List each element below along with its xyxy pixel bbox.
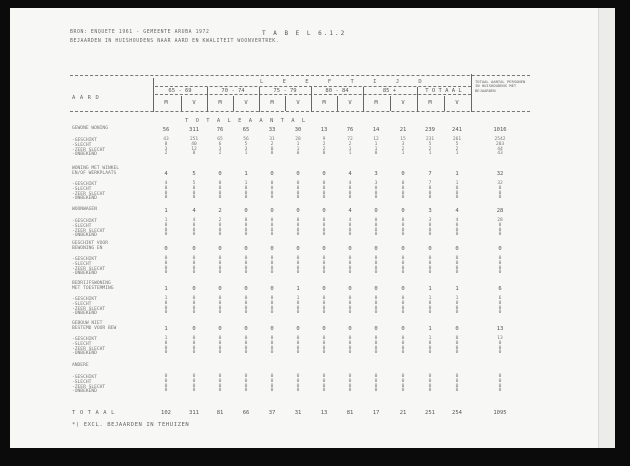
table-cell: 241: [452, 127, 462, 133]
document-page: [10, 8, 614, 448]
table-cell: 0: [348, 286, 352, 292]
table-cell: 0: [455, 246, 459, 252]
sex-header: M: [164, 100, 168, 106]
table-cell: 5: [192, 171, 196, 177]
table-cell: 0: [401, 326, 405, 332]
sub-table-cell: 0 0 0 0: [428, 374, 432, 394]
table-cell: 0: [498, 246, 502, 252]
sub-table-cell: 0 0 0 0: [322, 181, 326, 201]
sub-table-cell: 0 0 0 0: [428, 256, 432, 276]
sub-table-cell: 0 0 0 0: [296, 218, 300, 238]
table-cell: 7: [428, 171, 432, 177]
sub-table-cell: 4 0 0 0: [455, 218, 459, 238]
table-cell: 0: [270, 171, 274, 177]
sub-table-cell: 0 0 0 0: [348, 336, 352, 356]
total-label: T O T A A L: [72, 410, 116, 416]
table-cell: 56: [162, 127, 170, 133]
total-cell: 66: [242, 410, 250, 416]
sex-header: V: [455, 100, 459, 106]
sub-table-cell: 1 0 0 0: [164, 336, 168, 356]
sub-table-cell: 0 0 0 0: [322, 374, 326, 394]
table-cell: 0: [322, 286, 326, 292]
table-cell: 0: [322, 208, 326, 214]
row-label: WONING MET WINKEL EN/OF WERKPLAATS: [72, 166, 120, 176]
table-cell: 0: [401, 171, 405, 177]
sub-table-cell: 0 0 0 0: [164, 374, 168, 394]
total-cell: 17: [372, 410, 380, 416]
table-cell: 1: [455, 171, 459, 177]
sub-table-cell: 0 0 0 0: [270, 218, 274, 238]
sub-row-labels: -GESCHIKT -SLECHT -ZEER SLECHT -ONBEKEND: [72, 375, 106, 395]
table-cell: 3: [374, 171, 378, 177]
sex-header: M: [322, 100, 326, 106]
table-cell: 0: [192, 246, 196, 252]
sub-table-cell: 0 0 0 0: [218, 336, 222, 356]
sub-table-cell: 0 0 0 0: [322, 218, 326, 238]
sub-table-cell: 32 0 0 0: [497, 181, 503, 201]
sub-table-cell: 1 0 0 0: [428, 336, 432, 356]
total-cell: 21: [399, 410, 407, 416]
table-cell: 0: [322, 246, 326, 252]
table-cell: 0: [374, 326, 378, 332]
sub-table-cell: 0 0 0 0: [244, 218, 248, 238]
sex-header: V: [192, 100, 196, 106]
sub-table-cell: 0 0 0 0: [401, 296, 405, 316]
table-cell: 13: [320, 127, 328, 133]
table-subtitle: BEJAARDEN IN HUISHOUDENS NAAR AARD EN KWALITEIT WOONVERTREK.: [70, 39, 280, 44]
sub-row-labels: -GESCHIKT -SLECHT -ZEER SLECHT -ONBEKEND: [72, 337, 106, 357]
total-cell: 13: [320, 410, 328, 416]
table-cell: 0: [270, 286, 274, 292]
sub-row-labels: -GESCHIKT -SLECHT -ZEER SLECHT -ONBEKEND: [72, 219, 106, 239]
sub-table-cell: 4 0 0 0: [348, 181, 352, 201]
sub-table-cell: 0 0 0 0: [401, 181, 405, 201]
table-cell: 0: [374, 246, 378, 252]
sub-table-cell: 6 0 0 0: [498, 296, 502, 316]
sub-table-cell: 0 0 0 0: [322, 296, 326, 316]
table-cell: 0: [270, 326, 274, 332]
sex-header: M: [218, 100, 222, 106]
sub-table-cell: 0 0 0 0: [455, 374, 459, 394]
sub-table-cell: 1 0 0 0: [296, 296, 300, 316]
total-cell: 1095: [493, 410, 507, 416]
sub-table-cell: 15 3 2 1: [400, 137, 406, 157]
rule: [233, 96, 234, 111]
sub-table-cell: 0 0 0 0: [322, 336, 326, 356]
table-cell: 1: [296, 286, 300, 292]
sub-table-cell: 0 0 0 0: [374, 256, 378, 276]
table-cell: 0: [270, 246, 274, 252]
table-cell: 0: [428, 246, 432, 252]
sub-table-cell: 0 0 0 0: [296, 336, 300, 356]
sub-table-cell: 0 0 0 0: [218, 374, 222, 394]
table-cell: 0: [296, 246, 300, 252]
sub-table-cell: 0 0 0 0: [374, 296, 378, 316]
table-cell: 76: [346, 127, 354, 133]
sub-table-cell: 4 0 0 0: [164, 181, 168, 201]
total-cell: 254: [452, 410, 462, 416]
source-line: BRON: ENQUETE 1961 - GEMEENTE ARUBA 1972: [70, 30, 210, 35]
sub-table-cell: 1 0 0 0: [164, 218, 168, 238]
total-cell: 311: [189, 410, 199, 416]
sex-header: V: [244, 100, 248, 106]
sub-table-cell: 0 0 0 0: [498, 374, 502, 394]
table-cell: 0: [296, 208, 300, 214]
table-cell: 0: [244, 208, 248, 214]
table-cell: 4: [348, 171, 352, 177]
age-group-header: 65 - 69: [168, 88, 192, 94]
footnote: *) EXCL. BEJAARDEN IN TEHUIZEN: [72, 422, 190, 428]
sub-table-cell: 3 0 0 0: [428, 218, 432, 238]
table-cell: 0: [401, 286, 405, 292]
sub-table-cell: 5 0 0 0: [192, 181, 196, 201]
sub-table-cell: 56 5 3 1: [243, 137, 249, 157]
table-cell: 0: [296, 326, 300, 332]
table-cell: 33: [268, 127, 276, 133]
row-label: GEBOUW NIET BESTEMD VOOR BEW: [72, 321, 117, 331]
sub-table-cell: 31 2 0 0: [269, 137, 275, 157]
total-cell: 251: [425, 410, 435, 416]
table-cell: 21: [399, 127, 407, 133]
table-cell: 0: [270, 208, 274, 214]
sub-table-cell: 0 0 0 0: [498, 256, 502, 276]
table-cell: 6: [498, 286, 502, 292]
rule: [153, 78, 154, 112]
sub-table-cell: 65 6 3 2: [217, 137, 223, 157]
sub-table-cell: 0 0 0 0: [374, 218, 378, 238]
table-cell: 1: [244, 171, 248, 177]
table-cell: 0: [401, 208, 405, 214]
sub-table-cell: 0 0 0 0: [192, 296, 196, 316]
sub-table-cell: 1 0 0 0: [428, 296, 432, 316]
table-cell: 0: [401, 246, 405, 252]
table-cell: 0: [244, 286, 248, 292]
rule: [471, 74, 472, 112]
table-cell: 30: [294, 127, 302, 133]
sub-row-labels: -GESCHIKT -SLECHT -ZEER SLECHT -ONBEKEND: [72, 257, 106, 277]
table-cell: 4: [348, 208, 352, 214]
sub-table-cell: 1 0 0 0: [164, 296, 168, 316]
sub-table-cell: 1 0 0 0: [455, 296, 459, 316]
sub-table-cell: 0 0 0 0: [244, 296, 248, 316]
table-cell: 1016: [493, 127, 507, 133]
rule: [285, 96, 286, 111]
sub-table-cell: 0 0 0 0: [296, 181, 300, 201]
rule: [155, 94, 471, 95]
sub-table-cell: 1 0 0 0: [455, 181, 459, 201]
rule: [444, 96, 445, 111]
table-cell: 65: [242, 127, 250, 133]
row-label: WOONWAGEN: [72, 207, 97, 212]
sub-table-cell: 0 0 0 0: [401, 336, 405, 356]
table-cell: 239: [425, 127, 435, 133]
table-cell: 1: [428, 286, 432, 292]
sub-table-cell: 0 0 0 0: [322, 256, 326, 276]
table-cell: 1: [455, 286, 459, 292]
sub-table-cell: 4 0 0 0: [348, 218, 352, 238]
last-column-header: TOTAAL AANTAL PERSONEN IN HUISHOUDENS MET BEJAARDEN: [475, 79, 526, 93]
sub-table-cell: 0 0 0 0: [374, 336, 378, 356]
sub-table-cell: 0 0 0 0: [244, 256, 248, 276]
rule: [337, 96, 338, 111]
total-cell: 81: [346, 410, 354, 416]
age-group-header: 75 - 79: [273, 88, 297, 94]
sex-header: M: [428, 100, 432, 106]
table-cell: 0: [348, 246, 352, 252]
rule: [181, 96, 182, 111]
sub-table-cell: 0 0 0 0: [401, 256, 405, 276]
row-label: GEWONE WONING: [72, 126, 108, 131]
table-cell: 3: [428, 208, 432, 214]
table-cell: 0: [218, 326, 222, 332]
sub-table-cell: 9 2 2 0: [322, 137, 326, 157]
sub-table-cell: 0 0 0 0: [401, 218, 405, 238]
table-cell: 1: [164, 208, 168, 214]
rule: [70, 111, 530, 112]
sex-header: M: [270, 100, 274, 106]
sub-row-labels: -GESCHIKT -SLECHT -ZEER SLECHT -ONBEKEND: [72, 182, 106, 202]
table-cell: 4: [192, 208, 196, 214]
page-edge: [598, 8, 615, 448]
sub-table-cell: 0 0 0 0: [270, 181, 274, 201]
sub-table-cell: 0 0 0 0: [270, 336, 274, 356]
sub-table-cell: 12 1 1 0: [373, 137, 379, 157]
table-cell: 0: [164, 246, 168, 252]
age-group-header: 80 - 84: [325, 88, 349, 94]
age-group-header: T O T A A L: [425, 88, 462, 94]
table-cell: 1: [164, 326, 168, 332]
sub-table-cell: 7 0 0 0: [428, 181, 432, 201]
sub-table-cell: 43 8 3 2: [163, 137, 169, 157]
row-label: GESCHIKT VOOR BEWONING EN: [72, 241, 108, 251]
sub-table-cell: 0 0 0 0: [348, 296, 352, 316]
sub-table-cell: 72 2 1 1: [347, 137, 353, 157]
age-group-header: 70 - 74: [221, 88, 245, 94]
sex-header: V: [401, 100, 405, 106]
table-cell: 1: [428, 326, 432, 332]
sex-header: V: [296, 100, 300, 106]
table-cell: 4: [164, 171, 168, 177]
table-cell: 0: [192, 326, 196, 332]
sub-table-cell: 2 0 0 0: [218, 218, 222, 238]
rule: [390, 96, 391, 111]
table-cell: 0: [218, 246, 222, 252]
sub-table-cell: 0 0 0 0: [401, 374, 405, 394]
sub-table-cell: 0 0 0 0: [455, 336, 459, 356]
sub-table-cell: 251 40 12 8: [189, 137, 199, 157]
sub-table-cell: 0 0 0 0: [244, 374, 248, 394]
row-label: ANDERE: [72, 363, 89, 368]
table-cell: 0: [218, 286, 222, 292]
sub-table-cell: 0 0 0 0: [244, 336, 248, 356]
age-group-header: 85 +: [382, 88, 397, 94]
sub-row-labels: -GESCHIKT -SLECHT -ZEER SLECHT -ONBEKEND: [72, 138, 106, 158]
table-cell: 14: [372, 127, 380, 133]
sub-table-cell: 261 5 2 1: [452, 137, 462, 157]
rule: [155, 86, 471, 87]
sub-table-cell: 0 0 0 0: [164, 256, 168, 276]
sub-table-cell: 0 0 0 0: [218, 256, 222, 276]
group-label: L E E F T I J D: [260, 79, 430, 85]
sub-row-labels: -GESCHIKT -SLECHT -ZEER SLECHT -ONBEKEND: [72, 297, 106, 317]
sub-table-cell: 0 0 0 0: [348, 256, 352, 276]
total-cell: 37: [268, 410, 276, 416]
sex-header: M: [374, 100, 378, 106]
sub-table-cell: 0 0 0 0: [218, 181, 222, 201]
sub-table-cell: 3 0 0 0: [374, 181, 378, 201]
table-cell: 0: [455, 326, 459, 332]
sub-table-cell: 0 0 0 0: [270, 296, 274, 316]
sub-table-cell: 0 0 0 0: [218, 296, 222, 316]
sub-table-cell: 2542 203 44 43: [494, 137, 506, 157]
sub-table-cell: 4 0 0 0: [192, 218, 196, 238]
sub-table-cell: 0 0 0 0: [270, 374, 274, 394]
table-cell: 13: [496, 326, 504, 332]
table-cell: 0: [244, 326, 248, 332]
sub-table-cell: 0 0 0 0: [296, 374, 300, 394]
row-label: BEDRIJFSWONING MET TOESTEMMING: [72, 281, 114, 291]
table-cell: 32: [496, 171, 504, 177]
table-cell: 1: [164, 286, 168, 292]
table-cell: 0: [348, 326, 352, 332]
table-cell: 0: [322, 171, 326, 177]
table-cell: 311: [189, 127, 199, 133]
sub-table-cell: 231 5 2 1: [425, 137, 435, 157]
table-cell: 0: [218, 171, 222, 177]
sub-table-cell: 0 0 0 0: [192, 256, 196, 276]
total-cell: 102: [161, 410, 171, 416]
sex-header: V: [348, 100, 352, 106]
sub-table-cell: 0 0 0 0: [192, 336, 196, 356]
row-header: A A R D: [72, 95, 100, 101]
sub-table-cell: 1 0 0 0: [244, 181, 248, 201]
sub-table-cell: 28 0 0 0: [497, 218, 503, 238]
table-cell: 28: [496, 208, 504, 214]
sub-table-cell: 28 1 1 0: [295, 137, 301, 157]
sub-table-cell: 0 0 0 0: [374, 374, 378, 394]
table-cell: 0: [374, 286, 378, 292]
total-cell: 31: [294, 410, 302, 416]
table-cell: 0: [192, 286, 196, 292]
sub-table-cell: 0 0 0 0: [270, 256, 274, 276]
table-cell: 76: [216, 127, 224, 133]
table-cell: 0: [244, 246, 248, 252]
rule: [70, 75, 530, 76]
table-cell: 0: [322, 326, 326, 332]
total-cell: 81: [216, 410, 224, 416]
sub-table-cell: 0 0 0 0: [296, 256, 300, 276]
sub-table-cell: 0 0 0 0: [455, 256, 459, 276]
sub-table-cell: 13 0 0 0: [497, 336, 503, 356]
table-cell: 4: [455, 208, 459, 214]
sub-table-cell: 0 0 0 0: [348, 374, 352, 394]
table-cell: 2: [218, 208, 222, 214]
sub-table-cell: 0 0 0 0: [192, 374, 196, 394]
table-cell: 0: [296, 171, 300, 177]
section-label: T O T A L E A A N T A L: [185, 118, 308, 124]
table-cell: 0: [374, 208, 378, 214]
table-number: T A B E L 6.1.2: [262, 30, 347, 37]
